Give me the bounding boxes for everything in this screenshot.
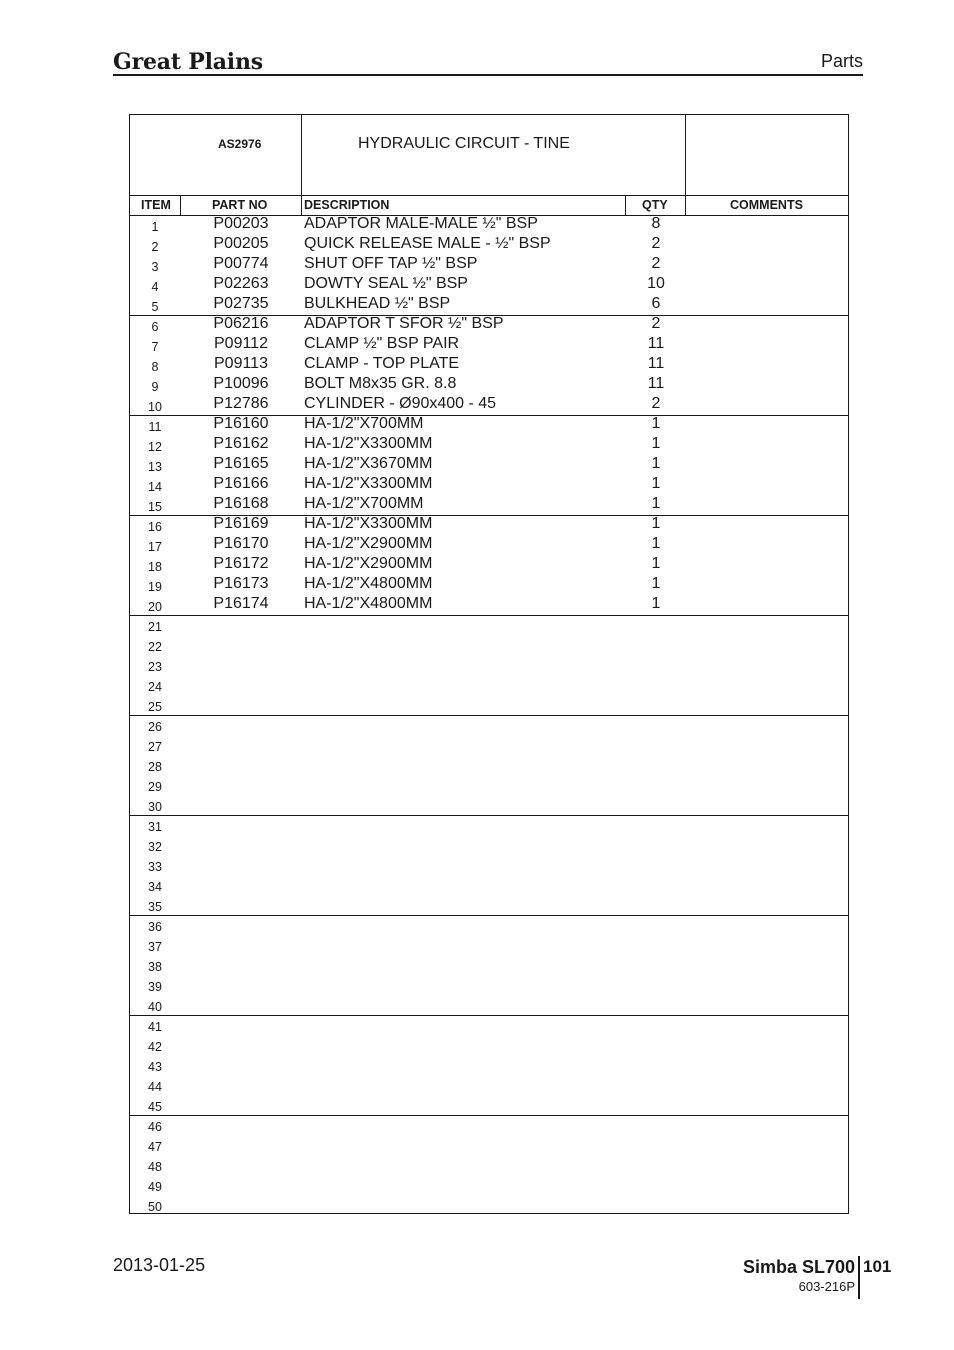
page-number: 101 — [863, 1257, 892, 1276]
table-row — [130, 275, 848, 295]
part-number: P00203 — [213, 215, 269, 232]
part-description: DOWTY SEAL ½" BSP — [304, 275, 468, 292]
item-number: 36 — [148, 920, 162, 934]
item-number: 22 — [148, 640, 162, 654]
footer-divider — [858, 1256, 860, 1299]
part-description: HA-1/2"X700MM — [304, 415, 424, 432]
item-number: 23 — [148, 660, 162, 674]
item-number: 10 — [148, 400, 162, 414]
part-quantity: 11 — [647, 375, 665, 392]
table-row — [130, 475, 848, 495]
item-number: 43 — [148, 1060, 162, 1074]
item-number: 33 — [148, 860, 162, 874]
part-description: HA-1/2"X3300MM — [304, 435, 433, 452]
table-row — [130, 955, 848, 975]
part-number: P16166 — [213, 475, 269, 492]
part-number: P16160 — [213, 415, 269, 432]
part-number: P00774 — [213, 255, 269, 272]
table-row — [130, 735, 848, 755]
part-number: P16168 — [213, 495, 269, 512]
item-number: 8 — [151, 360, 159, 374]
table-row — [130, 355, 848, 375]
part-description: QUICK RELEASE MALE - ½" BSP — [304, 235, 551, 252]
table-row — [130, 835, 848, 855]
part-quantity: 2 — [651, 315, 661, 332]
part-description: HA-1/2"X3300MM — [304, 515, 433, 532]
table-row — [130, 1035, 848, 1055]
item-number: 14 — [148, 480, 162, 494]
item-number: 30 — [148, 800, 162, 814]
assembly-header — [130, 115, 848, 196]
part-quantity: 2 — [651, 395, 661, 412]
table-row — [130, 415, 848, 435]
table-row — [130, 715, 848, 735]
item-number: 15 — [148, 500, 162, 514]
table-row — [130, 655, 848, 675]
item-number: 9 — [151, 380, 159, 394]
part-quantity: 1 — [651, 475, 661, 492]
col-part-no: PART NO — [212, 198, 268, 212]
table-row — [130, 495, 848, 515]
item-number: 18 — [148, 560, 162, 574]
col-qty: QTY — [642, 198, 668, 212]
table-row — [130, 855, 848, 875]
table-row — [130, 1135, 848, 1155]
part-quantity: 11 — [647, 355, 665, 372]
part-number: P00205 — [213, 235, 269, 252]
col-divider — [301, 195, 302, 215]
item-number: 34 — [148, 880, 162, 894]
part-number: P16174 — [213, 595, 269, 612]
item-number: 39 — [148, 980, 162, 994]
table-row — [130, 695, 848, 715]
part-quantity: 1 — [651, 535, 661, 552]
table-row — [130, 795, 848, 815]
part-quantity: 1 — [651, 555, 661, 572]
part-description: HA-1/2"X4800MM — [304, 575, 433, 592]
part-quantity: 1 — [651, 415, 661, 432]
item-number: 42 — [148, 1040, 162, 1054]
part-description: SHUT OFF TAP ½" BSP — [304, 255, 478, 272]
item-number: 31 — [148, 820, 162, 834]
table-row — [130, 675, 848, 695]
item-number: 19 — [148, 580, 162, 594]
table-row — [130, 255, 848, 275]
item-number: 46 — [148, 1120, 162, 1134]
brand-logo: Great Plains — [113, 49, 263, 75]
part-number: P16162 — [213, 435, 269, 452]
header-rule — [113, 74, 863, 76]
item-number: 44 — [148, 1080, 162, 1094]
part-quantity: 1 — [651, 435, 661, 452]
part-number: P16165 — [213, 455, 269, 472]
table-row — [130, 375, 848, 395]
section-title: Parts — [820, 51, 863, 71]
part-description: CYLINDER - Ø90x400 - 45 — [304, 395, 497, 412]
item-number: 11 — [148, 420, 162, 434]
part-quantity: 1 — [651, 515, 661, 532]
part-quantity: 2 — [651, 255, 661, 272]
col-divider — [180, 195, 181, 215]
table-row — [130, 1115, 848, 1135]
table-row — [130, 515, 848, 535]
part-quantity: 1 — [651, 495, 661, 512]
item-number: 47 — [148, 1140, 162, 1154]
item-number: 2 — [151, 240, 159, 254]
part-quantity: 6 — [651, 295, 661, 312]
item-number: 50 — [148, 1200, 162, 1214]
item-number: 5 — [151, 300, 159, 314]
column-header-row — [130, 195, 848, 216]
col-comments: COMMENTS — [730, 198, 803, 212]
footer-date: 2013-01-25 — [113, 1255, 206, 1275]
part-description: BOLT M8x35 GR. 8.8 — [304, 375, 457, 392]
item-number: 24 — [148, 680, 162, 694]
col-divider — [685, 195, 686, 215]
table-row — [130, 1095, 848, 1115]
item-number: 16 — [148, 520, 162, 534]
table-row — [130, 535, 848, 555]
item-number: 49 — [148, 1180, 162, 1194]
table-row — [130, 635, 848, 655]
table-row — [130, 975, 848, 995]
part-description: HA-1/2"X3670MM — [304, 455, 433, 472]
part-number: P12786 — [213, 395, 269, 412]
part-description: HA-1/2"X2900MM — [304, 555, 433, 572]
part-number: P16172 — [213, 555, 269, 572]
table-row — [130, 1055, 848, 1075]
assembly-title: HYDRAULIC CIRCUIT - TINE — [358, 135, 570, 152]
part-number: P16173 — [213, 575, 269, 592]
table-row — [130, 295, 848, 315]
part-number: P02735 — [213, 295, 269, 312]
table-row — [130, 455, 848, 475]
footer-doc-number: 603-216P — [798, 1279, 855, 1294]
table-row — [130, 615, 848, 635]
part-quantity: 1 — [651, 575, 661, 592]
part-number: P09113 — [214, 355, 268, 372]
item-number: 38 — [148, 960, 162, 974]
table-row — [130, 995, 848, 1015]
item-number: 32 — [148, 840, 162, 854]
part-quantity: 1 — [651, 595, 661, 612]
item-number: 20 — [148, 600, 162, 614]
item-number: 6 — [151, 320, 159, 334]
footer-model: Simba SL700 — [742, 1257, 855, 1277]
table-row — [130, 815, 848, 835]
item-number: 12 — [148, 440, 162, 454]
item-number: 1 — [151, 220, 159, 234]
table-row — [130, 1155, 848, 1175]
item-number: 25 — [148, 700, 162, 714]
item-number: 41 — [148, 1020, 162, 1034]
table-row — [130, 1195, 848, 1215]
table-row — [130, 215, 848, 235]
table-row — [130, 935, 848, 955]
table-row — [130, 315, 848, 335]
table-row — [130, 755, 848, 775]
part-quantity: 2 — [651, 235, 661, 252]
part-description: CLAMP ½" BSP PAIR — [304, 335, 460, 352]
item-number: 21 — [148, 620, 162, 634]
assembly-number: AS2976 — [218, 137, 262, 151]
parts-table — [129, 114, 849, 1214]
table-row — [130, 1015, 848, 1035]
table-row — [130, 1075, 848, 1095]
item-number: 37 — [148, 940, 162, 954]
part-quantity: 8 — [651, 215, 661, 232]
table-row — [130, 895, 848, 915]
col-description: DESCRIPTION — [304, 198, 390, 212]
header-divider — [301, 115, 302, 195]
part-description: HA-1/2"X2900MM — [304, 535, 433, 552]
table-row — [130, 595, 848, 615]
table-row — [130, 1175, 848, 1195]
table-row — [130, 435, 848, 455]
part-number: P16170 — [213, 535, 269, 552]
item-number: 4 — [151, 280, 159, 294]
part-quantity: 1 — [651, 455, 661, 472]
col-item: ITEM — [141, 198, 171, 212]
item-number: 7 — [151, 340, 159, 354]
item-number: 29 — [148, 780, 162, 794]
item-number: 45 — [148, 1100, 162, 1114]
table-row — [130, 775, 848, 795]
part-number: P10096 — [213, 375, 269, 392]
item-number: 48 — [148, 1160, 162, 1174]
part-number: P06216 — [213, 315, 269, 332]
item-number: 17 — [148, 540, 162, 554]
part-description: ADAPTOR T SFOR ½" BSP — [304, 315, 504, 332]
item-number: 26 — [148, 720, 162, 734]
item-number: 13 — [148, 460, 162, 474]
table-row — [130, 335, 848, 355]
item-number: 35 — [148, 900, 162, 914]
item-number: 40 — [148, 1000, 162, 1014]
part-description: CLAMP - TOP PLATE — [304, 355, 460, 372]
part-number: P02263 — [213, 275, 269, 292]
part-description: HA-1/2"X700MM — [304, 495, 424, 512]
part-description: HA-1/2"X3300MM — [304, 475, 433, 492]
part-description: ADAPTOR MALE-MALE ½" BSP — [304, 215, 538, 232]
part-number: P16169 — [213, 515, 269, 532]
table-row — [130, 235, 848, 255]
item-number: 3 — [151, 260, 159, 274]
header-divider — [685, 115, 686, 195]
part-description: HA-1/2"X4800MM — [304, 595, 433, 612]
col-divider — [625, 195, 626, 215]
table-row — [130, 915, 848, 935]
part-quantity: 11 — [647, 335, 665, 352]
part-quantity: 10 — [647, 275, 665, 292]
part-description: BULKHEAD ½" BSP — [304, 295, 451, 312]
item-number: 27 — [148, 740, 162, 754]
table-row — [130, 555, 848, 575]
part-number: P09112 — [214, 335, 268, 352]
table-row — [130, 875, 848, 895]
item-number: 28 — [148, 760, 162, 774]
table-row — [130, 575, 848, 595]
table-row — [130, 395, 848, 415]
